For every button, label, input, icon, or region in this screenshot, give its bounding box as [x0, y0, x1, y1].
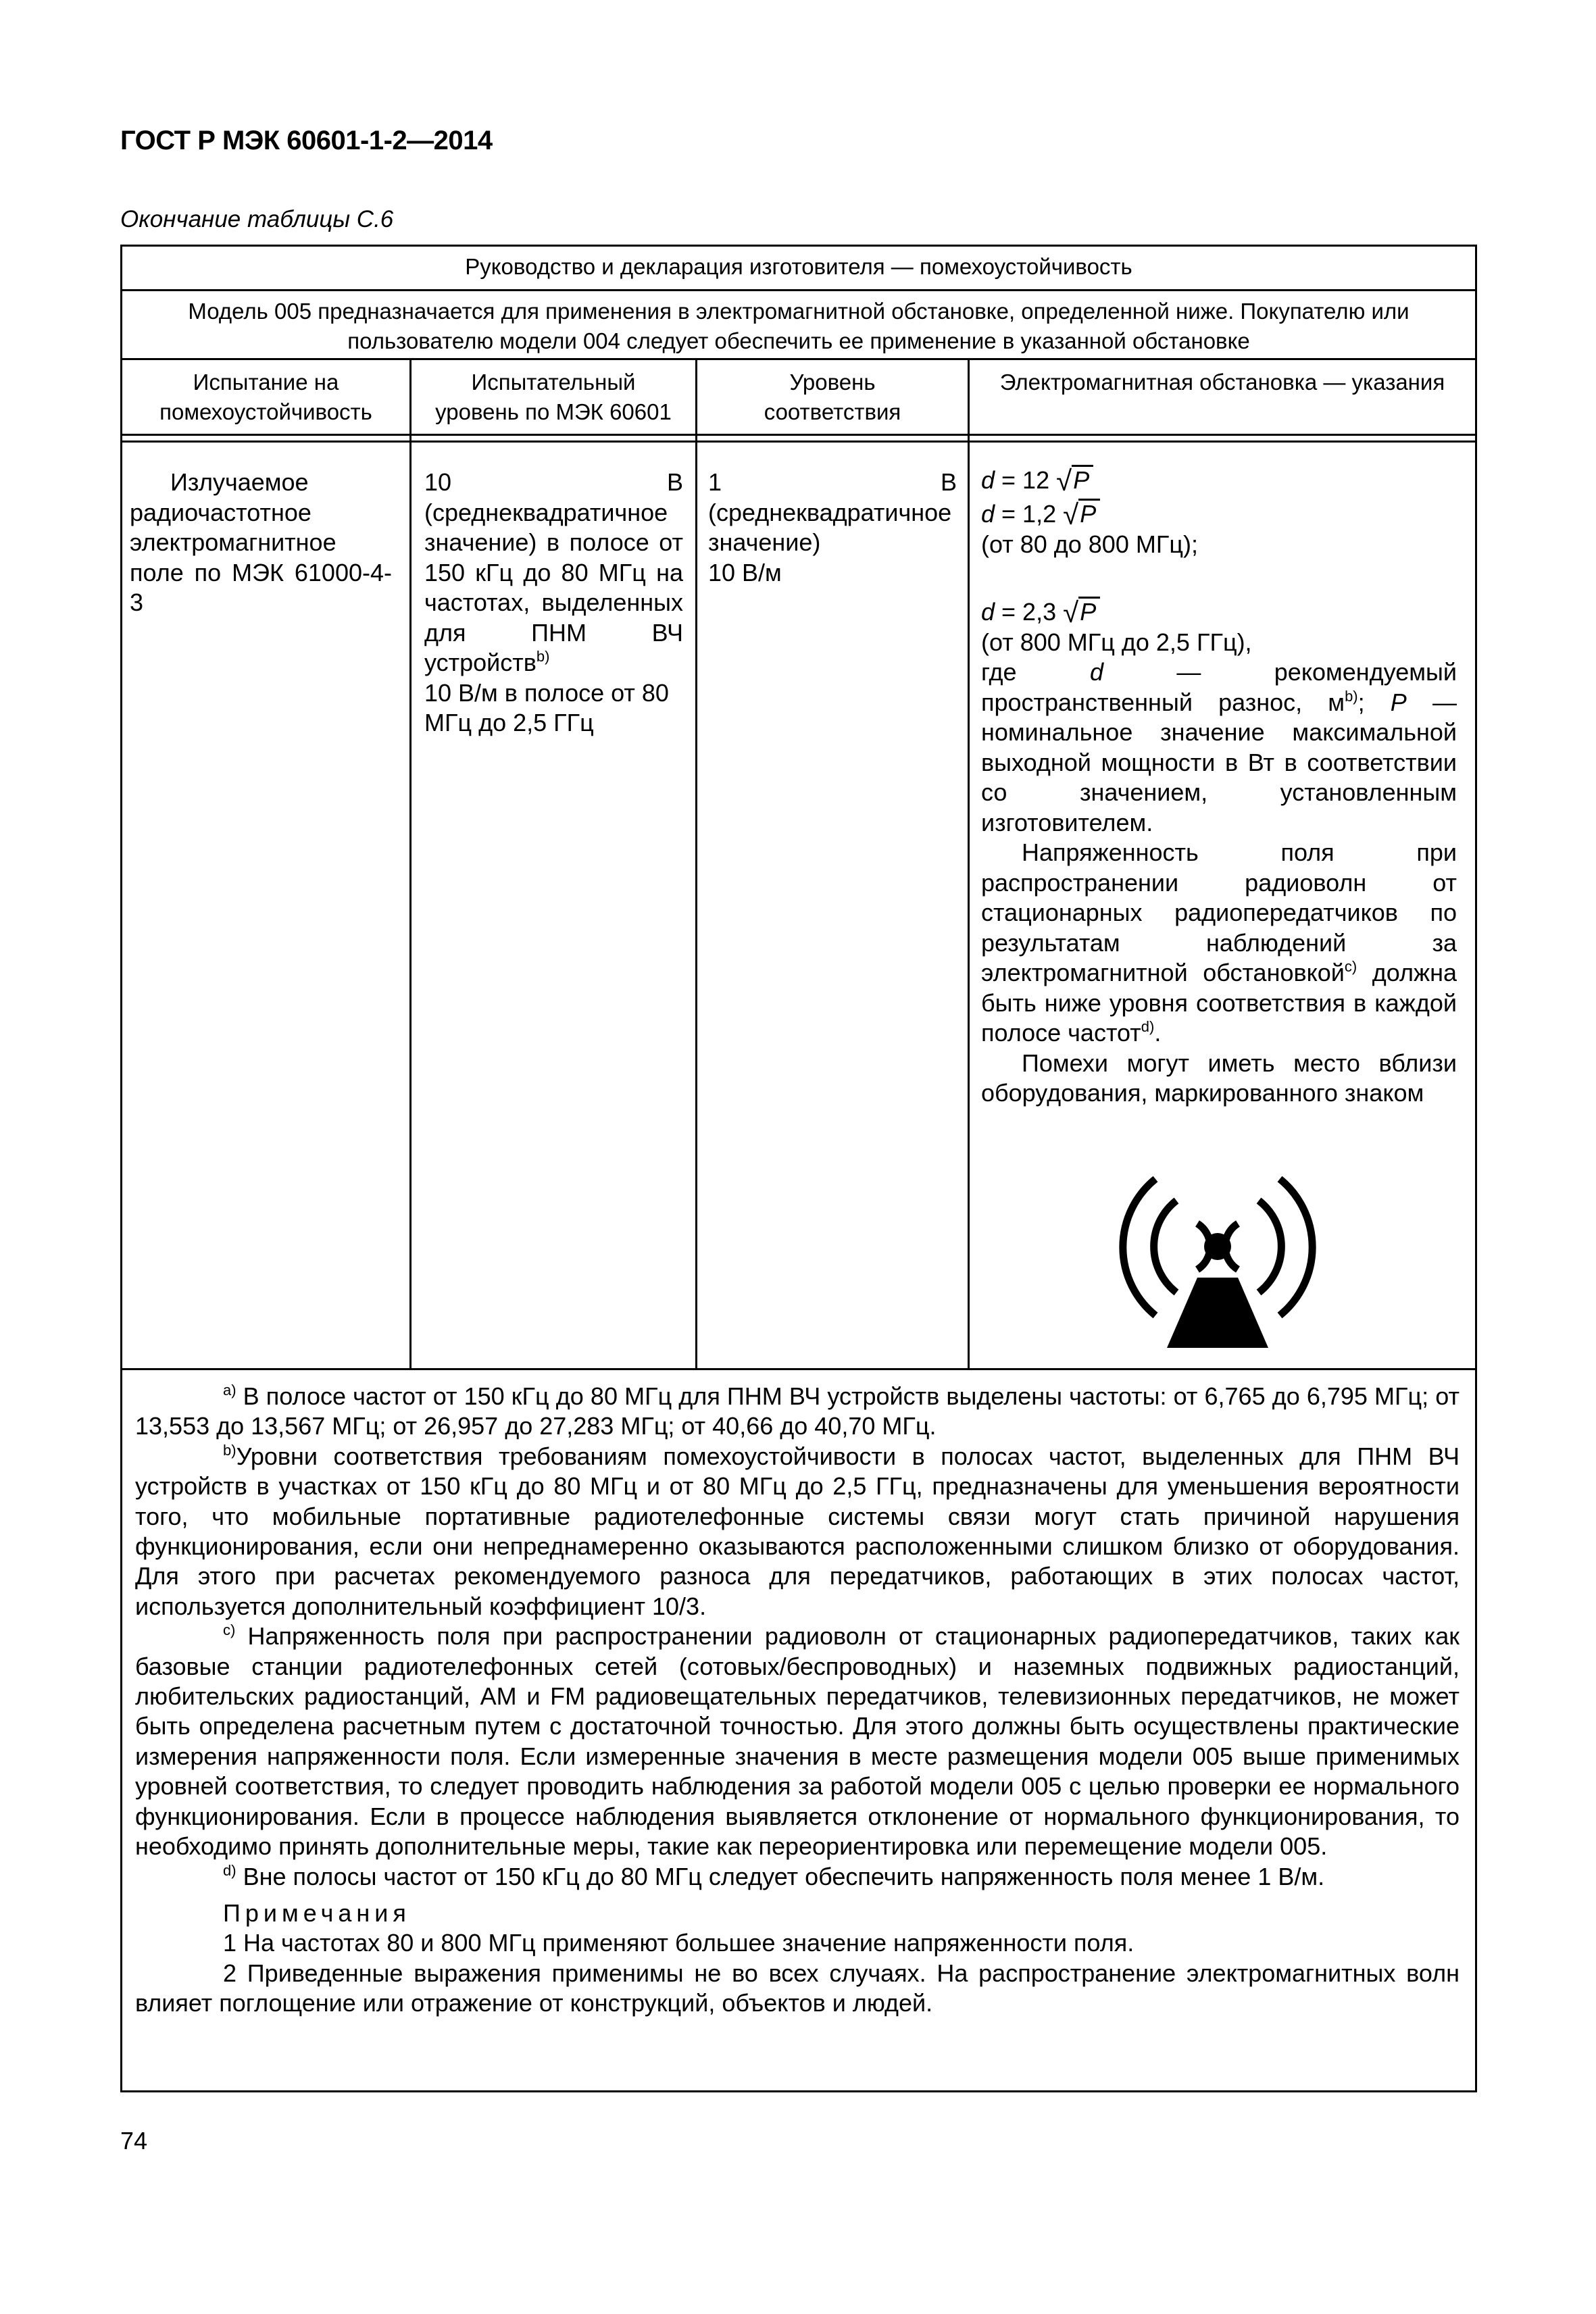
document-header: ГОСТ Р МЭК 60601-1-2—2014	[120, 126, 493, 155]
column-header-test-level	[412, 368, 695, 427]
sqrt-icon: √	[1056, 465, 1072, 497]
formula-1: d = 12 √P	[981, 465, 1457, 497]
compliance-level-b: 10 В/м	[708, 558, 782, 586]
test-name-text: Излучаемое радиочастотное электромагнитное поле по МЭК 61000-4-3	[130, 468, 392, 616]
range-1: (от 80 до 800 МГц);	[981, 530, 1198, 558]
note-2: 2 Приведенные выражения применимы не во всех случаях. На распространение электромагнитных волн влияет поглощение или отражение от конструкций, объектов и людей.	[135, 1959, 1460, 2017]
formula-2: d = 1,2 √P	[981, 499, 1457, 530]
column-header-compliance-line1: Уровень	[789, 370, 876, 395]
column-header-compliance-level	[697, 368, 968, 427]
table-intro-line2: пользователю модели 004 следует обеспечить ее применение в указанной обстановке	[347, 328, 1250, 353]
footnote-a: $^{a)}$ В полосе частот от 150 кГц до 80 МГц для ПНМ ВЧ устройств выделены частоты: от 6,765 до 6,795 МГц; от 13,553 до 13,567 МГц; от 26,957 до 27,283 МГц; от 40,66 до 40,70 МГц.	[135, 1382, 1460, 1440]
col-divider-1	[409, 358, 412, 1370]
formula-3: d = 2,3 √P	[981, 597, 1457, 628]
range-2: (от 800 МГц до 2,5 ГГц),	[981, 628, 1252, 656]
note-1: 1 На частотах 80 и 800 МГц применяют большее значение напряженности поля.	[223, 1929, 1134, 1957]
cell-compliance-level	[708, 468, 957, 588]
wave-right-2	[1259, 1201, 1281, 1292]
column-header-test-level-line1: Испытательный	[471, 370, 636, 395]
column-header-test	[122, 368, 409, 427]
footnote-d: $^{d)}$ Вне полосы частот от 150 кГц до 80 МГц следует обеспечить напряженность поля менее 1 В/м.	[223, 1861, 1325, 1890]
column-header-environment	[970, 368, 1475, 397]
column-header-environment-line1: Электромагнитная обстановка — указания	[999, 370, 1445, 395]
wave-left-2	[1154, 1201, 1176, 1292]
footnote-b: $^{b)}$Уровни соответствия требованиям помехоустойчивости в полосах частот, выделенных для ПНМ ВЧ устройств в участках от 150 кГц до 80 МГц и от 80 МГц до 2,5 ГГц, предназначены для уменьшения вероятности того, что мобильные портативные радиотелефонные системы связи могут стать причиной нарушения функционирования, если они непреднамеренно оказываются расположенными слишком близко от оборудования. Для этого при расчетах рекомендуемого разноса для передатчиков, работающих в этих полосах частот, используется дополнительный коэффициент 10/3.	[135, 1441, 1460, 1620]
non-ionizing-radiation-icon	[1103, 1125, 1332, 1348]
col-divider-3	[968, 358, 970, 1370]
column-header-compliance-line2: соответствия	[764, 399, 901, 424]
page-number: 74	[120, 2127, 148, 2155]
rule-colheaders-b	[120, 441, 1477, 443]
rule-body-end	[120, 1368, 1477, 1370]
footnote-ref-b: b)	[536, 648, 550, 665]
sqrt-icon: √	[1063, 499, 1079, 530]
column-header-test-line2: помехоустойчивость	[159, 399, 372, 424]
test-level-b: 10 В/м в полосе от 80 МГц до 2,5 ГГц	[424, 678, 669, 736]
column-header-test-level-line2: уровень по МЭК 60601	[435, 399, 672, 424]
col-divider-2	[695, 358, 697, 1370]
rule-colheaders-a	[120, 434, 1477, 436]
footnotes	[135, 1382, 1460, 2019]
column-header-test-line1: Испытание на	[193, 370, 339, 395]
table-intro-line1: Модель 005 предназначается для применения в электромагнитной обстановке, определенной ниже. Покупателю или	[188, 299, 1410, 324]
sqrt-icon: √	[1063, 596, 1079, 628]
field-strength-paragraph: Напряженность поля при распространении радиоволн от стационарных радиопередатчиков по результатам наблюдений за электромагнитной обстановкой$^{c)}$ должна быть ниже уровня соответствия в каждой полосе частот$^{d)}$.	[981, 838, 1457, 1047]
cell-environment	[981, 465, 1457, 1109]
notes-title: Примечания	[223, 1898, 411, 1927]
cell-test-level	[424, 468, 683, 738]
test-level-a: 10 В (среднеквадратичное значение) в полосе от 150 кГц до 80 МГц на частотах, выделенных для ПНМ ВЧ устройств$^{b)}$	[424, 468, 683, 676]
cell-test-name	[130, 468, 392, 618]
footnote-c: $^{c)}$ Напряженность поля при распространении радиоволн от стационарных радиопередатчиков, таких как базовые станции радиотелефонных сетей (сотовых/беспроводных) и наземных подвижных радиостанций, любительских радиостанций, АМ и FM радиовещательных передатчиков, телевизионных передатчиков, не может быть определена расчетным путем с достаточной точностью. Для этого должны быть осуществлены практические измерения напряженности поля. Если измеренные значения в месте размещения модели 005 выше применимых уровней соответствия, то следует проводить наблюдения за работой модели 005 с целью проверки ее нормального функционирования. Если в процессе наблюдения выявляется отклонение от нормального функционирования, то необходимо принять дополнительные меры, такие как переориентировка или перемещение модели 005.	[135, 1621, 1460, 1861]
antenna-base	[1167, 1278, 1268, 1348]
where-paragraph: где d — рекомендуемый пространственный разнос, $м^{b)}$; P — номинальное значение максимальной выходной мощности в Вт в соответствии со значением, установленным изготовителем.	[981, 658, 1457, 836]
table-title: Руководство и декларация изготовителя — помехоустойчивость	[465, 254, 1132, 279]
compliance-level-a: 1 В (среднеквадратичное значение)	[708, 468, 957, 556]
rule-title	[120, 289, 1477, 291]
antenna-dot	[1204, 1233, 1231, 1260]
table-caption: Окончание таблицы С.6	[120, 206, 394, 232]
interference-paragraph: Помехи могут иметь место вблизи оборудования, маркированного знаком	[981, 1049, 1457, 1107]
table-intro	[122, 297, 1475, 356]
rule-intro	[120, 358, 1477, 360]
